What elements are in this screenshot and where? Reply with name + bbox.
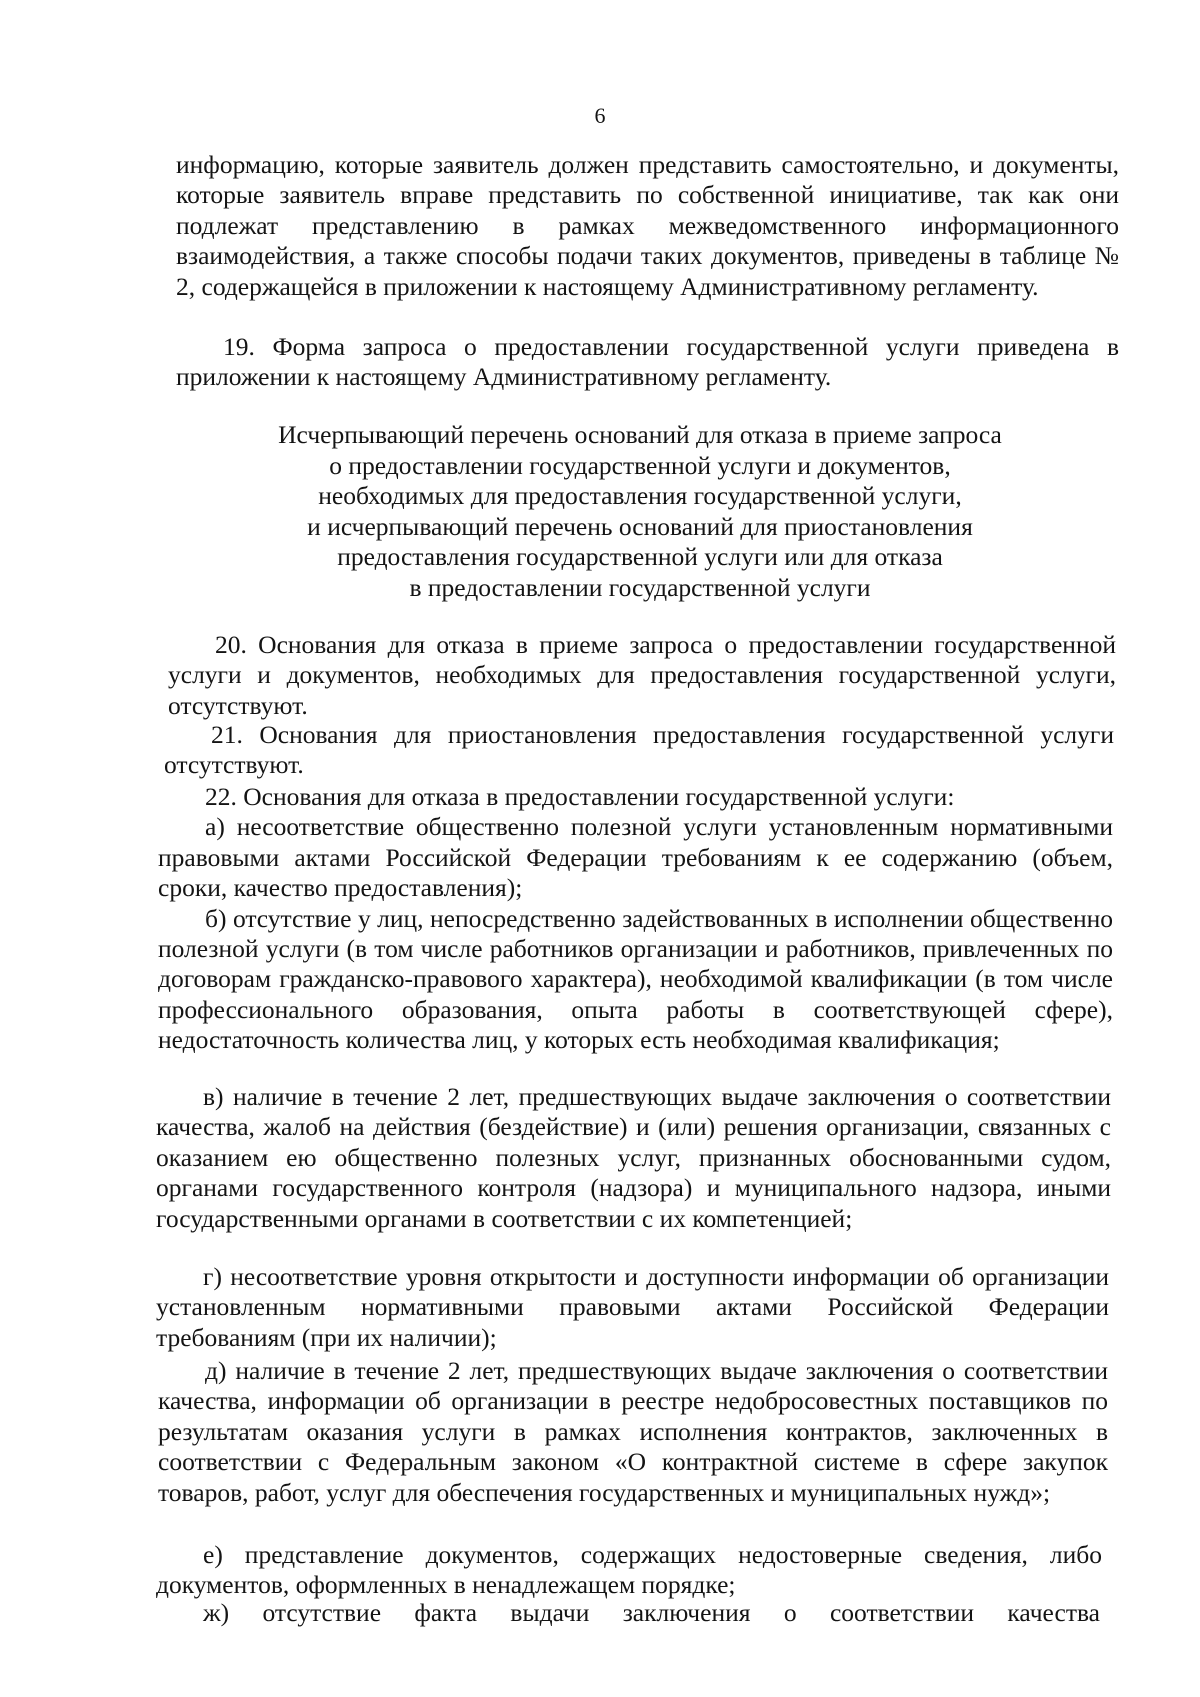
page-number: 6 xyxy=(594,103,606,128)
section-heading xyxy=(170,420,1110,604)
paragraph-22: 22. Основания для отказа в предоставлении государственной услуги: xyxy=(205,782,955,811)
list-item-v-block xyxy=(156,1082,1111,1234)
paragraph-20: 20. Основания для отказа в приеме запроса о предоставлении государственной услуги и документов, необходимых для предоставления государственной услуги, отсутствуют. xyxy=(168,630,1116,720)
list-item-e: е) представление документов, содержащих недостоверные сведения, либо документов, оформленных в ненадлежащем порядке; xyxy=(156,1540,1102,1600)
list-item-a: а) несоответствие общественно полезной услуги установленным нормативными правовыми актами Российской Федерации требованиям к ее содержанию (объем, сроки, качество предоставления); xyxy=(158,812,1113,903)
heading-line: Исчерпывающий перечень оснований для отказа в приеме запроса xyxy=(278,420,1002,449)
list-item-d-block xyxy=(158,1356,1108,1508)
list-item-d: д) наличие в течение 2 лет, предшествующих выдаче заключения о соответствии качества, информации об организации в реестре недобросовестных поставщиков по результатам оказания услуги в рамках исполнения контрактов, заключенных в соответствии с Федеральным законом «О контрактной системе в сфере закупок товаров, работ, услуг для обеспечения государственных и муниципальных нужд»; xyxy=(158,1356,1108,1507)
list-item-v: в) наличие в течение 2 лет, предшествующих выдаче заключения о соответствии качества, жалоб на действия (бездействие) и (или) решения организации, связанных с оказанием ею общественно полезных услуг, признанных обоснованными судом, органами государственного контроля (надзора) и муниципального надзора, иными государственными органами в соответствии с их компетенцией; xyxy=(156,1082,1111,1233)
heading-line: необходимых для предоставления государственной услуги, xyxy=(318,481,962,511)
paragraph-21-block xyxy=(164,720,1114,781)
heading-line: предоставления государственной услуги или для отказа xyxy=(337,542,943,572)
paragraph-intro-block xyxy=(176,150,1119,302)
paragraph-21: 21. Основания для приостановления предоставления государственной услуги отсутствуют. xyxy=(164,720,1114,780)
paragraph-20-block xyxy=(168,630,1116,721)
paragraph-intro: информацию, которые заявитель должен представить самостоятельно, и документы, которые заявитель вправе представить по собственной инициативе, так как они подлежат представлению в рамках межведомственного информационного взаимодействия, а также способы подачи таких документов, приведены в таблице № 2, содержащейся в приложении к настоящему Административному регламенту. xyxy=(176,150,1119,301)
list-item-g: г) несоответствие уровня открытости и доступности информации об организации установленным нормативными правовыми актами Российской Федерации требованиям (при их наличии); xyxy=(156,1262,1109,1352)
list-item-zh: ж) отсутствие факта выдачи заключения о соответствии качества xyxy=(203,1598,1100,1627)
paragraph-19-block xyxy=(176,332,1119,393)
list-item-g-block xyxy=(156,1262,1109,1353)
heading-line: в предоставлении государственной услуги xyxy=(409,572,871,602)
paragraph-22-block xyxy=(158,782,1113,1056)
list-item-e-block xyxy=(156,1540,1102,1601)
paragraph-19: 19. Форма запроса о предоставлении государственной услуги приведена в приложении к настоящему Административному регламенту. xyxy=(176,332,1119,392)
list-item-b: б) отсутствие у лиц, непосредственно задействованных в исполнении общественно полезной услуги (в том числе работников организации и работников, привлеченных по договорам гражданско-правового характера), необходимой квалификации (в том числе профессионального образования, опыта работы в соответствующей сфере), недостаточность количества лиц, у которых есть необходимая квалификация; xyxy=(158,903,1113,1055)
heading-line: о предоставлении государственной услуги и документов, xyxy=(329,450,951,480)
heading-line: и исчерпывающий перечень оснований для приостановления xyxy=(307,511,973,541)
list-item-zh-block xyxy=(156,1598,1100,1628)
